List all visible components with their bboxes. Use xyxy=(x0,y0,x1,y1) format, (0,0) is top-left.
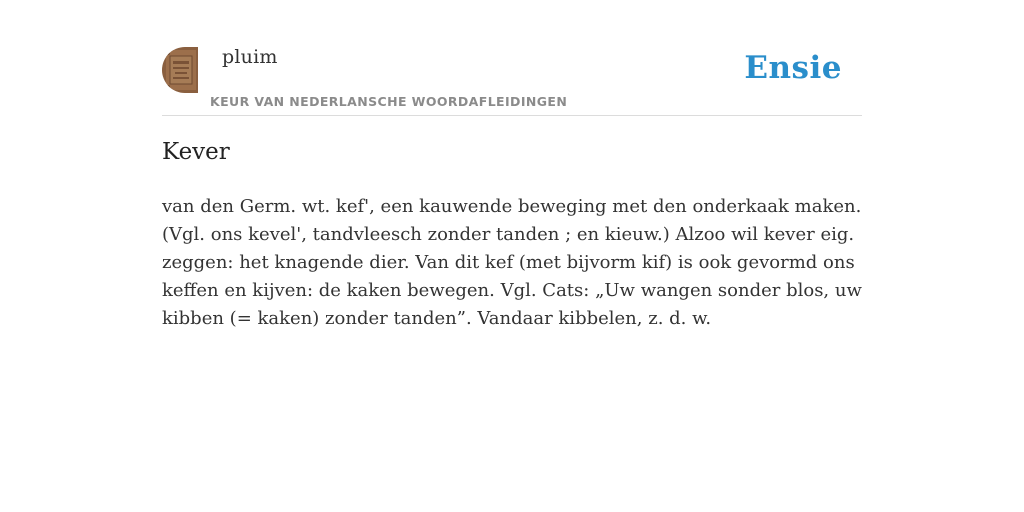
ensie-logo-link[interactable]: Ensie xyxy=(744,50,842,86)
entry-definition: van den Germ. wt. kef', een kauwende beweging met den onderkaak maken. (Vgl. ons kevel', tandvleesch zonder tanden ; en kieuw.) Alzoo wil kever eig. zeggen: het knagende dier. Van dit kef (met bijvorm kif) is ook gevormd ons keffen en kijven: de kaken bewegen. Vgl. Cats: „Uw wangen sonder blos, uw kibben (= kaken) zonder tanden”. Vandaar kibbelen, z. d. w. xyxy=(162,196,862,329)
source-title-link[interactable]: KEUR VAN NEDERLANSCHE WOORDAFLEIDINGEN xyxy=(210,94,568,109)
book-cover-avatar-icon xyxy=(162,47,198,93)
entry-title: Kever xyxy=(162,139,230,165)
user-avatar[interactable] xyxy=(162,47,198,93)
username-link[interactable]: pluim xyxy=(222,46,278,68)
entry-header xyxy=(162,40,862,116)
